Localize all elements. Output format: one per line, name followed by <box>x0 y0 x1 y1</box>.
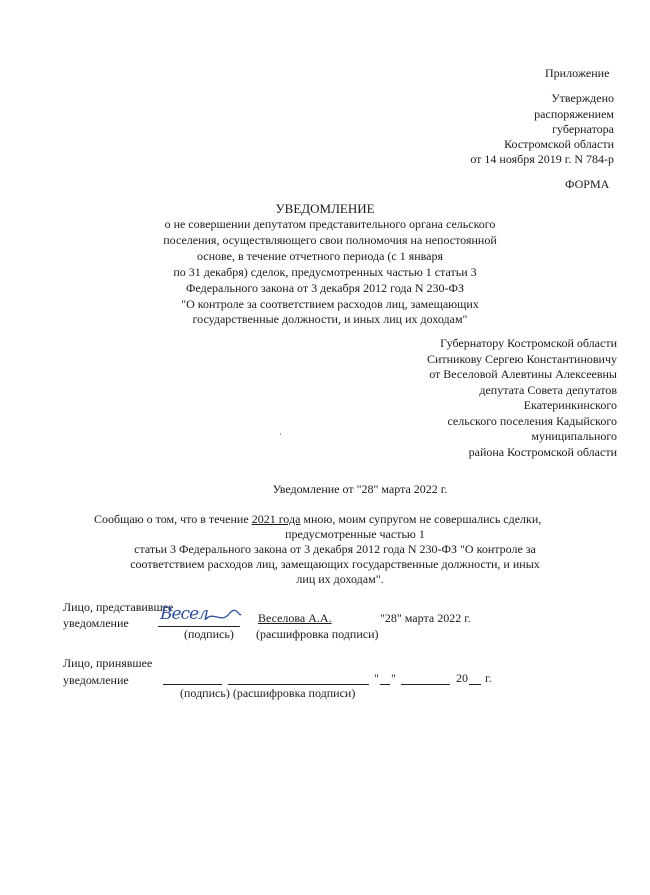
addressee-line-7: муниципального <box>531 429 617 443</box>
decode-caption: (расшифровка подписи) <box>256 627 379 641</box>
receiver-signature-line <box>163 684 222 685</box>
approval-line-3: губернатора <box>552 122 614 136</box>
approval-line-2: распоряжением <box>534 107 614 121</box>
receiver-month-line <box>401 684 450 685</box>
body-line-1-start: Сообщаю о том, что в течение <box>94 512 252 526</box>
signature-flourish <box>203 608 243 626</box>
body-line-1 <box>94 513 541 525</box>
receiver-date-quote-close: " <box>391 671 396 685</box>
approval-line-4: Костромской области <box>504 137 614 151</box>
receiver-label-2: уведомление <box>63 673 129 687</box>
document-title: УВЕДОМЛЕНИЕ <box>275 201 375 216</box>
title-line-3: основе, в течение отчетного периода (с 1 января <box>196 249 444 263</box>
addressee-line-3: от Веселовой Алевтины Алексеевны <box>429 367 617 381</box>
addressee-line-6: сельского поселения Кадыйского <box>447 414 617 428</box>
signature-caption: (подпись) <box>184 627 234 641</box>
title-line-7: государственные должности, и иных лиц их доходам" <box>192 312 468 326</box>
title-line-2: поселения, осуществляющего свои полномочия на непостоянной <box>163 233 497 247</box>
body-line-5: лиц их доходам". <box>296 572 384 586</box>
submitter-label-1: Лицо, представившее <box>63 600 174 614</box>
addressee-line-4: депутата Совета депутатов <box>479 383 617 397</box>
addressee-line-8: района Костромской области <box>468 445 617 459</box>
receiver-day-line <box>380 684 390 685</box>
title-line-6: "О контроле за соответствием расходов лиц, замещающих <box>181 297 479 311</box>
addressee-line-2: Ситникову Сергею Константиновичу <box>426 352 617 366</box>
approval-line-1: Утверждено <box>551 91 614 105</box>
notice-date: Уведомление от "28" марта 2022 г. <box>272 482 448 496</box>
receiver-name-line <box>228 684 369 685</box>
approval-line-5: от 14 ноября 2019 г. N 784-р <box>470 152 614 166</box>
receiver-date-quote-open: " <box>374 671 379 685</box>
receiver-label-1: Лицо, принявшее <box>63 656 153 670</box>
receiver-year-line <box>469 684 481 685</box>
body-line-1-end: мною, моим супругом не совершались сделки, <box>300 512 542 526</box>
submission-date: "28" марта 2022 г. <box>380 611 471 625</box>
title-line-5: Федерального закона от 3 декабря 2012 года N 230-ФЗ <box>185 281 465 295</box>
receiver-caption: (подпись) (расшифровка подписи) <box>180 686 356 700</box>
receiver-year-prefix: 20 <box>456 671 468 685</box>
form-label: ФОРМА <box>565 177 610 191</box>
submitter-label-2: уведомление <box>63 616 129 630</box>
body-line-2: предусмотренные частью 1 <box>285 527 425 541</box>
appendix-label: Приложение <box>545 66 610 80</box>
submitter-name: Веселова А.А. <box>258 611 332 625</box>
title-line-1: о не совершении депутатом представительного органа сельского <box>164 217 496 231</box>
addressee-line-5: Екатеринкинского <box>523 398 617 412</box>
body-line-4: соответствием расходов лиц, замещающих государственные должности, и иных <box>130 557 540 571</box>
scan-mark: ʾ <box>279 432 282 442</box>
body-line-3: статьи 3 Федерального закона от 3 декабря 2012 года N 230-ФЗ "О контроле за <box>134 542 536 556</box>
handwritten-signature: Весел <box>160 604 208 624</box>
reporting-year: 2021 года <box>251 512 301 526</box>
receiver-year-suffix: г. <box>485 671 492 685</box>
title-line-4: по 31 декабря) сделок, предусмотренных частью 1 статьи 3 <box>173 265 477 279</box>
addressee-line-1: Губернатору Костромской области <box>440 336 617 350</box>
